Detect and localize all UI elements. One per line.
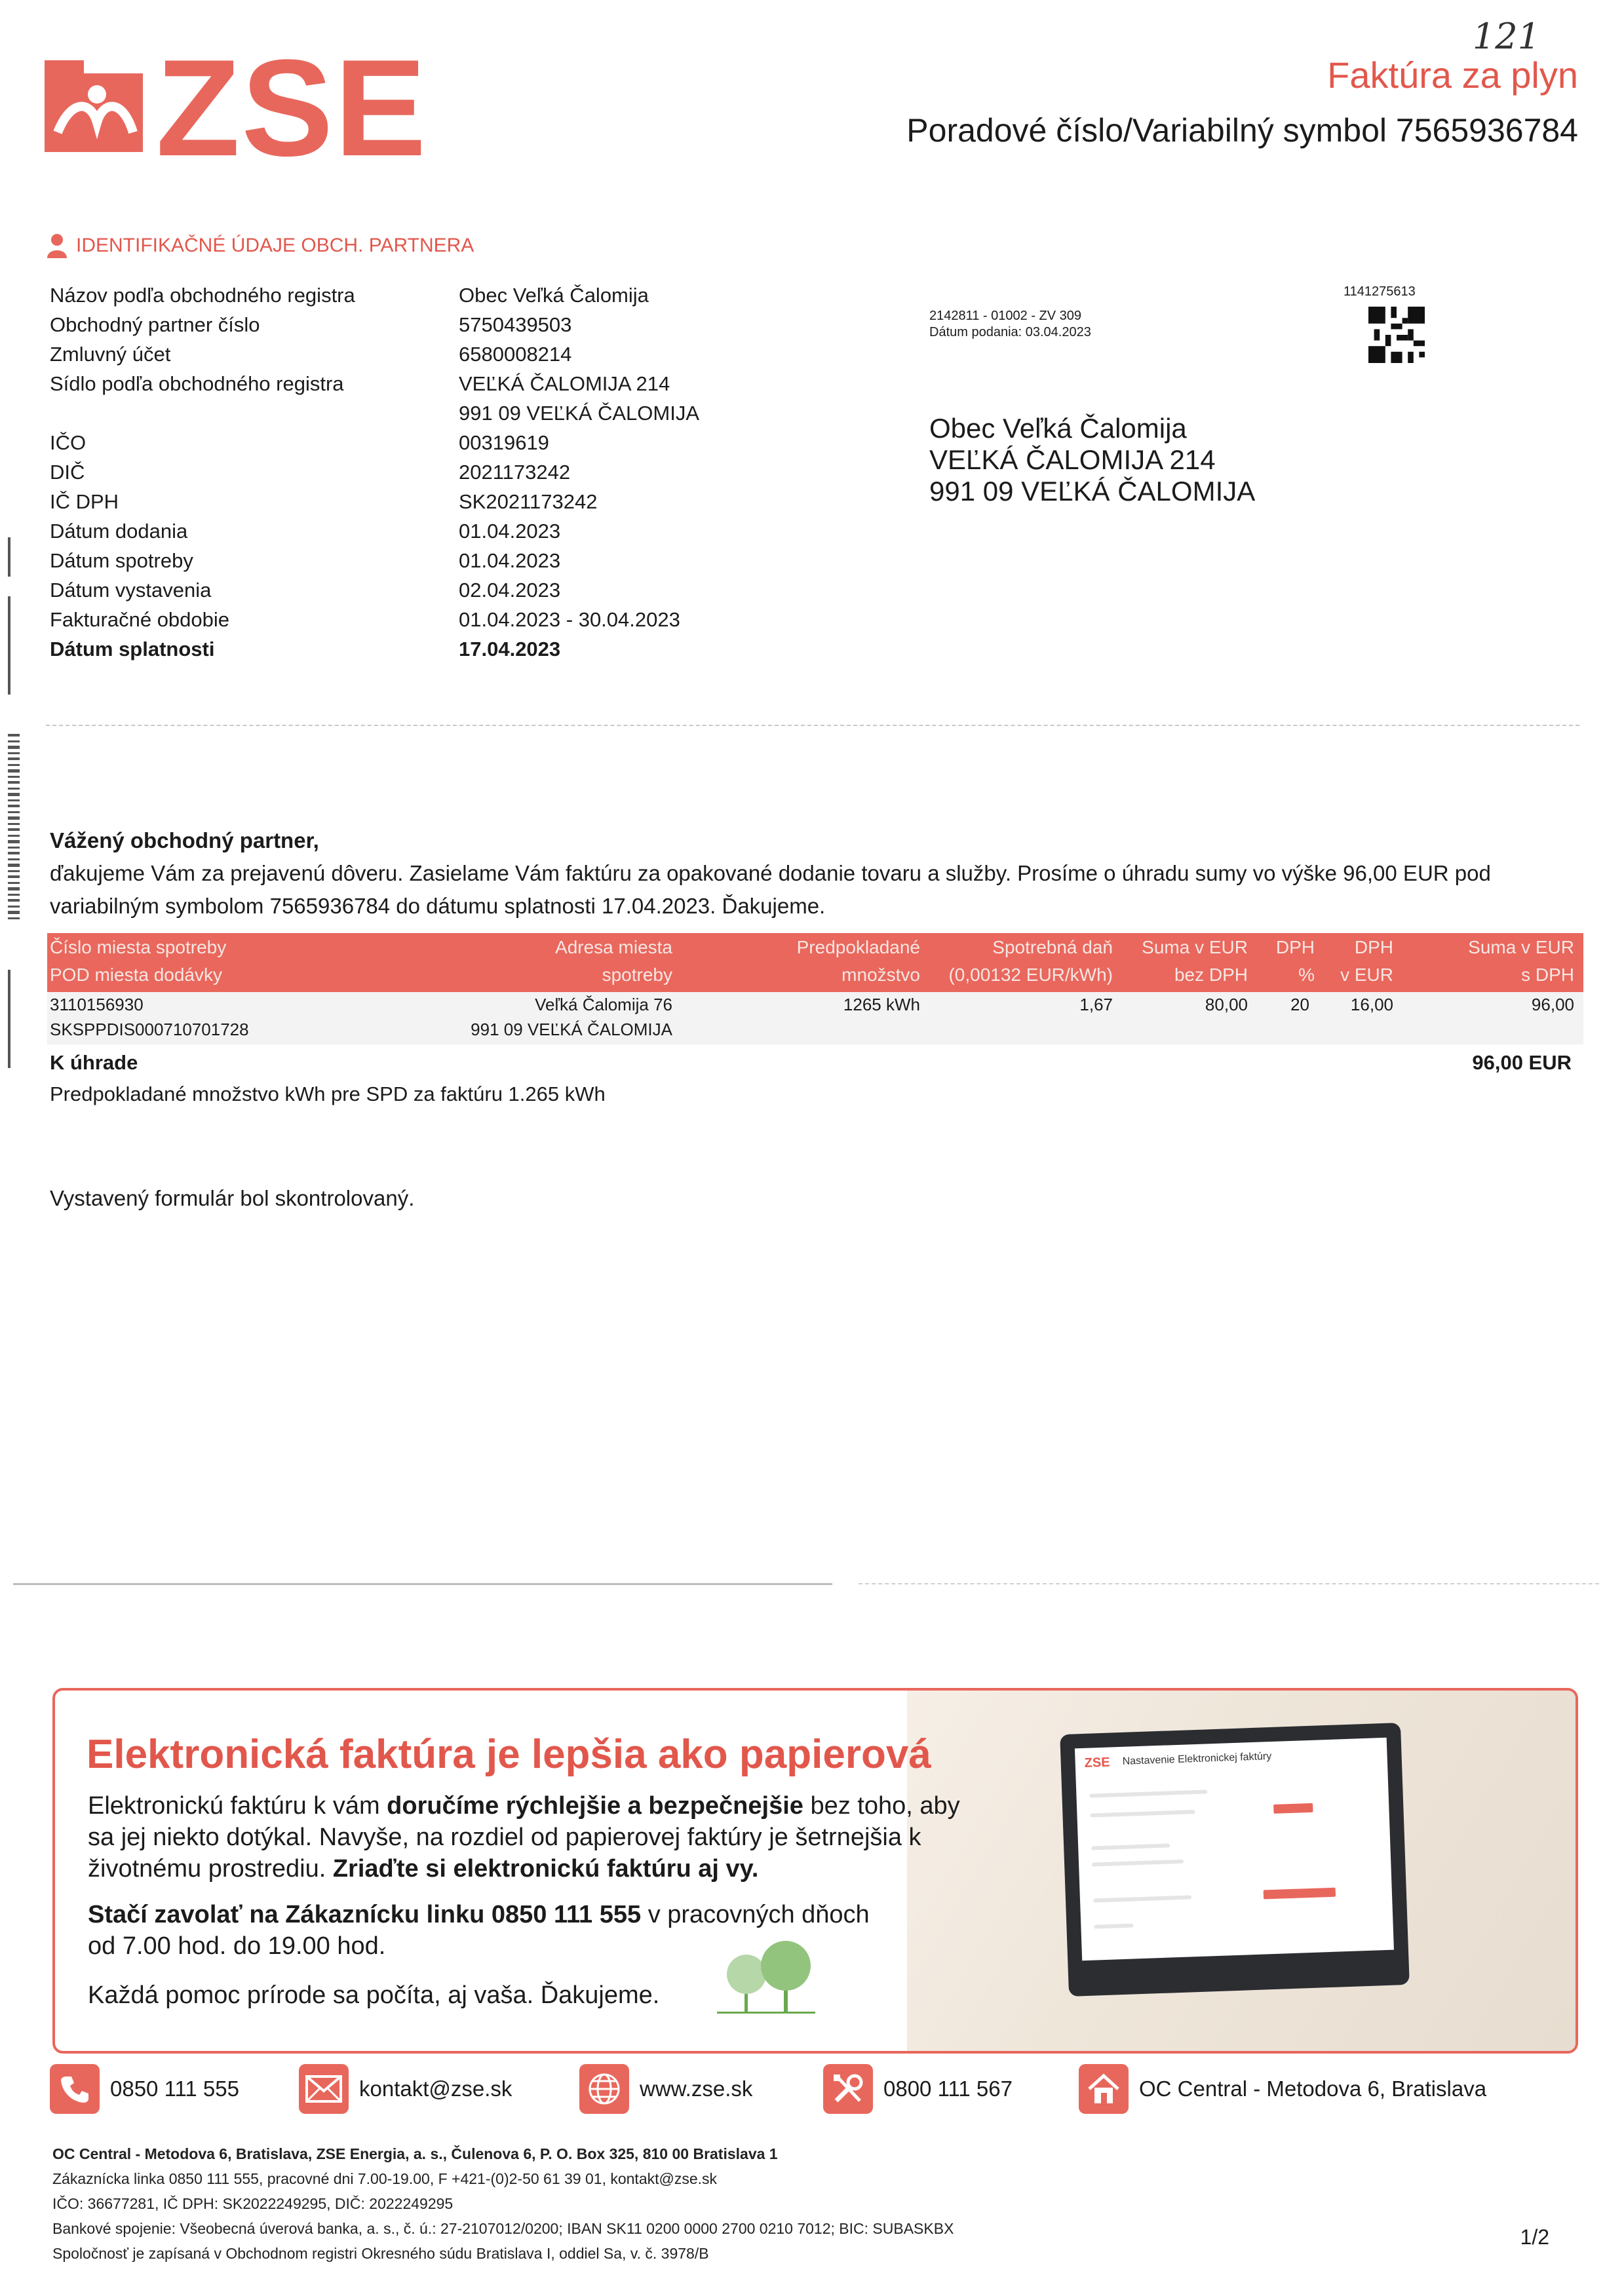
info-label: Dátum splatnosti	[50, 638, 215, 660]
laptop-illustration	[1060, 1723, 1410, 1997]
promo-call-text: v pracovných dňoch od 7.00 hod. do 19.00 hod.	[88, 1901, 870, 1960]
info-label	[50, 398, 459, 428]
info-label: Názov podľa obchodného registra	[50, 284, 355, 307]
col-header: spotreby	[602, 965, 672, 985]
info-value: 5750439503	[459, 313, 572, 336]
consumption-table	[47, 933, 1583, 1044]
postal-stamp	[929, 308, 1091, 341]
info-row	[50, 428, 852, 457]
cell-total: 96,00	[1531, 995, 1574, 1014]
info-value: 01.04.2023	[459, 549, 561, 572]
e-invoice-promo	[52, 1688, 1578, 2054]
partner-section-heading	[46, 233, 474, 258]
contact-phone[interactable]	[50, 2064, 239, 2114]
info-label: IČ DPH	[50, 490, 119, 513]
col-header: %	[1298, 965, 1315, 985]
amount-due-label: K úhrade	[50, 1051, 138, 1074]
contact-email[interactable]	[299, 2064, 512, 2114]
info-value: 00319619	[459, 431, 549, 454]
cell-address-city: 991 09 VEĽKÁ ČALOMIJA	[471, 1020, 672, 1039]
info-row	[50, 516, 852, 546]
postal-date-line: Dátum podania: 03.04.2023	[929, 325, 1091, 339]
cell-address: Veľká Čalomija 76	[535, 995, 672, 1014]
info-label: Zmluvný účet	[50, 343, 171, 366]
contact-text: kontakt@zse.sk	[359, 2076, 512, 2101]
divider	[859, 1583, 1599, 1584]
page-number: 1/2	[1520, 2225, 1549, 2249]
info-row	[50, 369, 852, 398]
footer-line: Zákaznícka linka 0850 111 555, pracovné dni 7.00-19.00, F +421-(0)2-50 61 39 01, kontakt@zse.sk	[52, 2170, 718, 2187]
qr-code-icon	[1368, 307, 1425, 363]
col-header: DPH	[1275, 937, 1315, 957]
info-label: Sídlo podľa obchodného registra	[50, 372, 344, 395]
info-label: Dátum dodania	[50, 520, 188, 543]
promo-call-bold: Stačí zavolať na Zákaznícku linku 0850 111 555	[88, 1901, 642, 1928]
mail-icon	[299, 2064, 349, 2114]
cell-vat: 16,00	[1350, 995, 1393, 1014]
salutation: Vážený obchodný partner,	[50, 828, 319, 852]
info-label: Dátum spotreby	[50, 549, 193, 572]
recipient-city: 991 09 VEĽKÁ ČALOMIJA	[929, 476, 1256, 507]
laptop-screen	[1075, 1738, 1394, 1961]
info-value: 6580008214	[459, 343, 572, 366]
footer-line: Spoločnosť je zapísaná v Obchodnom registri Okresného súdu Bratislava I, oddiel Sa, v. č. 3978/B	[52, 2245, 709, 2262]
info-value: SK2021173242	[459, 490, 598, 513]
contact-text: 0850 111 555	[110, 2076, 239, 2101]
info-value: 01.04.2023	[459, 520, 561, 543]
variable-symbol: Poradové číslo/Variabilný symbol 7565936784	[906, 112, 1578, 149]
side-barcode	[5, 537, 24, 1075]
contact-office[interactable]	[1079, 2064, 1486, 2114]
info-value: 02.04.2023	[459, 579, 561, 602]
col-header: Suma v EUR	[1142, 937, 1248, 957]
table-row	[47, 992, 1583, 1044]
info-value: 01.04.2023 - 30.04.2023	[459, 608, 680, 631]
recipient-name: Obec Veľká Čalomija	[929, 413, 1187, 444]
info-row	[50, 280, 852, 310]
promo-text-bold: doručíme rýchlejšie a bezpečnejšie	[387, 1792, 803, 1820]
greeting	[50, 824, 1577, 923]
cell-quantity: 1265 kWh	[843, 995, 920, 1014]
col-header: v EUR	[1340, 965, 1393, 985]
globe-icon	[579, 2064, 629, 2114]
user-icon	[46, 233, 68, 258]
contact-fault-line[interactable]	[823, 2064, 1013, 2114]
promo-text-bold: Zriaďte si elektronickú faktúru aj vy.	[332, 1855, 759, 1883]
company-footer	[52, 2141, 954, 2266]
document-title: Faktúra za plyn	[1327, 54, 1578, 96]
contact-bar	[50, 2064, 1577, 2130]
checked-note: Vystavený formulár bol skontrolovaný.	[50, 1186, 415, 1210]
amount-due	[50, 1051, 1572, 1075]
divider	[46, 725, 1579, 726]
zse-logo	[45, 31, 428, 185]
screen-brand: ZSE	[1084, 1755, 1110, 1770]
info-row	[50, 339, 852, 369]
col-header: Spotrebná daň	[992, 937, 1113, 957]
info-row	[50, 310, 852, 339]
cell-pod: SKSPPDIS000710701728	[50, 1020, 249, 1039]
promo-text: bez toho, aby sa jej niekto dotýkal. Navyše, na rozdiel od papierovej faktúry je šetrnejšia k životnému prostrediu.	[88, 1792, 960, 1883]
contact-text: OC Central - Metodova 6, Bratislava	[1139, 2076, 1487, 2101]
col-header: Adresa miesta	[555, 937, 672, 957]
info-label: DIČ	[50, 461, 85, 484]
contact-text: 0800 111 567	[883, 2076, 1013, 2101]
info-row	[50, 487, 852, 516]
cell-net: 80,00	[1205, 995, 1248, 1014]
partner-info-list	[50, 280, 852, 664]
divider	[13, 1583, 832, 1585]
info-value: 991 09 VEĽKÁ ČALOMIJA	[459, 402, 700, 425]
brand-name: ZSE	[156, 31, 428, 185]
footer-line: OC Central - Metodova 6, Bratislava, ZSE Energia, a. s., Čulenova 6, P. O. Box 325, 810 00 Bratislava 1	[52, 2145, 778, 2162]
recipient-address	[929, 413, 1255, 507]
recipient-street: VEĽKÁ ČALOMIJA 214	[929, 444, 1216, 475]
cell-excise: 1,67	[1079, 995, 1113, 1014]
info-value: VEĽKÁ ČALOMIJA 214	[459, 372, 670, 395]
contact-web[interactable]	[579, 2064, 752, 2114]
info-row	[50, 546, 852, 575]
col-header: množstvo	[841, 965, 920, 985]
cell-vat-rate: 20	[1290, 995, 1309, 1014]
info-value: 2021173242	[459, 461, 571, 484]
greeting-body: ďakujeme Vám za prejavenú dôveru. Zasielame Vám faktúru za opakované dodanie tovaru a služby. Prosíme o úhradu sumy vo výške 96,00 EUR pod variabilným symbolom 7565936784 do dátumu splatnosti 17.04.2023. Ďakujeme.	[50, 861, 1491, 918]
info-label: Fakturačné obdobie	[50, 608, 230, 631]
laptop-photo	[907, 1691, 1576, 2051]
footer-line: Bankové spojenie: Všeobecná úverová banka, a. s., č. ú.: 27-2107012/0200; IBAN SK11 0200 0000 2700 0210 7012; BIC: SUBASKBX	[52, 2220, 954, 2237]
info-row	[50, 575, 852, 605]
col-header: (0,00132 EUR/kWh)	[948, 965, 1113, 985]
col-header: DPH	[1354, 937, 1393, 957]
house-icon	[1079, 2064, 1129, 2114]
col-header: Predpokladané	[796, 937, 920, 957]
info-label: IČO	[50, 431, 87, 454]
tools-icon	[823, 2064, 873, 2114]
phone-icon	[50, 2064, 100, 2114]
quantity-note: Predpokladané množstvo kWh pre SPD za faktúru 1.265 kWh	[50, 1082, 606, 1105]
promo-thanks: Každá pomoc prírode sa počíta, aj vaša. Ďakujeme.	[88, 1981, 660, 2009]
promo-paragraph	[88, 1790, 979, 1885]
col-header: POD miesta dodávky	[50, 965, 222, 985]
screen-title: Nastavenie Elektronickej faktúry	[1122, 1750, 1272, 1767]
info-label: Obchodný partner číslo	[50, 313, 260, 336]
promo-headline: Elektronická faktúra je lepšia ako papierová	[87, 1732, 931, 1777]
postal-code-line: 2142811 - 01002 - ZV 309	[929, 309, 1082, 323]
info-value: Obec Veľká Čalomija	[459, 284, 649, 307]
info-row-due-date	[50, 634, 852, 664]
handwritten-number: 121	[1472, 16, 1540, 57]
amount-due-value: 96,00 EUR	[1472, 1051, 1572, 1074]
zse-emblem-icon	[45, 60, 149, 152]
col-header: s DPH	[1521, 965, 1574, 985]
promo-text: Elektronickú faktúru k vám	[88, 1792, 387, 1820]
info-row	[50, 398, 852, 428]
trees-icon	[710, 1938, 822, 2017]
contact-text: www.zse.sk	[640, 2076, 753, 2101]
info-row	[50, 457, 852, 487]
col-header: Číslo miesta spotreby	[50, 937, 227, 957]
partner-heading-text: IDENTIFIKAČNÉ ÚDAJE OBCH. PARTNERA	[76, 235, 474, 256]
info-value: 17.04.2023	[459, 638, 561, 660]
info-row	[50, 605, 852, 634]
qr-number: 1141275613	[1344, 284, 1416, 299]
cell-place-id: 3110156930	[50, 995, 144, 1014]
footer-line: IČO: 36677281, IČ DPH: SK2022249295, DIČ: 2022249295	[52, 2195, 454, 2212]
info-label: Dátum vystavenia	[50, 579, 212, 602]
col-header: bez DPH	[1174, 965, 1248, 985]
col-header: Suma v EUR	[1468, 937, 1574, 957]
table-header	[47, 933, 1583, 992]
